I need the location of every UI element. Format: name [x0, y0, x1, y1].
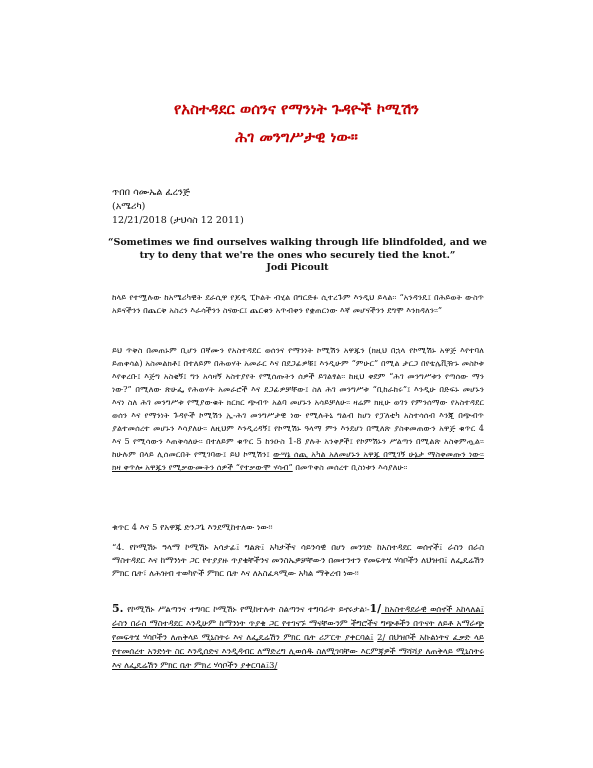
document-subtitle: ሕገ መንግሥታዊ ነው። — [235, 128, 358, 146]
article-5-item-2: 2/ በህዝቦች አኩልነትና ፈቃድ ላይ የተመሰረተ አንድነት ስር እንዲሰድና እንዲዳብር ለማድረግ ሊወሰዱ ስለሚገባቸው እርምጃዎች ማሻሻያ ለጠቅላይ ሚኒስትሩ እና ለፌዴሬሽን ምክር ቤት ምክረ ሃሳቦችን ያቀርባል፤ — [112, 632, 484, 670]
byline — [112, 186, 244, 228]
article-5 — [112, 602, 484, 672]
article-5-item-1: ከአስተዳደራዊ ወሰኖች አከላለል፤ ራስን በራስ ማስተዳደር እንዲሁም ከማንነት ጥያቄ ጋር የተገናኙ ማናቸውንም ችግሮችና ግጭቶችን በጥናት ለይቶ አማራጭ የመፍትሄ ሃሳቦችን ለጠቅላይ ሚኒስትሩ እና ለፌዴሬሽን ምክር ቤት ሪፖርት ያቀርባል፤ — [112, 604, 484, 642]
epigraph — [100, 237, 495, 275]
author-location: (አሜሪካ) — [112, 201, 146, 212]
article-5-number: 5. — [112, 602, 124, 615]
article-5-intro: የኮሚሽኑ ሥልጣንና ተግባር ኮሚሽኑ የሚከተሉት ስልጣንና ተግባራት ይኖሩታል፡- — [123, 604, 370, 614]
paragraph-2-end: በመጥቀስ መሰረተ ቢስነቱን እሳያለሁ፡፡ — [292, 462, 408, 472]
paragraph-2 — [112, 344, 484, 474]
article-5-item-1-number: 1/ — [369, 602, 382, 615]
section-heading: ቁጥር 4 እና 5 የአዋጁ ድንጋጌ እንደሚከተለው ነው፡፡ — [112, 523, 273, 533]
paragraph-1: ከላይ የተሟሉው ከአሜሪካዊት ደራሲዋ የጆዲ ፒኮልት ብሂል በግርድፉ ሲተረጉም እንዲህ ይላል፡፡ “አንዳንዴ፤ በሕይወት ውስጥ አይናችንን በጨርቅ አስረን እራሳችንን ስናውር፤ ጨርቁን አጥብቀን የቋጠርነው እኛ መሆናችንን ደግሞ እንክዳለን፡፡” — [112, 292, 484, 315]
publish-date: 12/21/2018 (ታህሳስ 12 2011) — [112, 215, 244, 226]
document-title: የአስተዳደር ወሰንና የማንነት ጉዳዮች ኮሚሽን — [173, 100, 420, 118]
article-5-item-3: 3/ — [269, 660, 278, 670]
paragraph-2-main: ይህ ጥቅስ በመጠኑም ቢሆን በኛሙን የአስተዳደር ወሰንና የማንነት ኮሚሽን አዋጁን (ክዚህ በኋላ የኮሚሽኑ አዋጅ እየተባለ ይጠቀሳል) አስመልክቶ፤ በተለይም በሕወሃት አመራር እና በደጋፊዎቹ፤ እንዲሁም “ምሁር” በሚል ታርጋ በየቴሌቪዥኑ መስኮቱ እየቀረቡ፤ እጅግ አስቂኝ፤ ግን አሳዛኝ አስተያየት የሚሰጡትን ሰዎች ይገልፃል፡፡ ከዚህ ቀደም “ሕገ መንግሥቱን የጣሰው ማን ነው?” በሚለው ጽሁፌ የሕወሃት አመራሮች እና ደጋፊዎቻቸው፤ ስለ ሕገ መንግሥቱ “ቢከራከሩ”፤ እንዲሁ በድፍኑ መሆኑን እናነ ስለ ሕገ መንግሥቱ የሚያውቁት ክርክር ጭብጥ አልባ መሆኑን አሳይቻለሁ፡፡ ዛሬም ክዚሁ ወገን የምንሰማው የአስተዳደር ወሰን እና የማንነት ጉዳዮች ኮሚሽን ኢ-ሕገ መንግሥታዊ ነው የሚሉትኒ ግልብ ከሆነ የፓለቲካ አስተሳሰብ እንጂ በጭብጥ ያልተመሰረተ መሆኑን እሳያለሁ፡፡ ለዚህም እንዲረዳኝ፤ የኮሚሽኑ ዓላማ ምን እንደሆነ በሚለጽ ያስቀመጠውን አዋጅ ቁጥር 4 እና 5 የሚሳውን እጠቅሳለሁ፡፡ በተለይም ቁጥር 5 ከንዑስ 1-8 ያሉት አንቀፆች፤ የኮምሽኑን ሥልጣን በሚልጽ አስቀምጧል፡፡ ከሁሉም በላይ ሊሰመርበት የሚገባው፤ ይህ ኮሚሽን፤ — [112, 345, 484, 459]
epigraph-author: Jodi Picoult — [266, 262, 329, 273]
epigraph-text: “Sometimes we find ourselves walking through life blindfolded, and we try to deny that we're the ones who securely tied the knot.” — [108, 237, 487, 261]
paragraph-2-underlined: ውሣኔ ሰጪ አካል አለመሆኑን አዋጁ በሚገኝ ሁኔታ ማስቀመጡን ነው፡፡ ክዛ ቀጥሎ አዋጁን የሚቃውሙትን ሰዎች “የተቃውሞ ሃሳብ” — [112, 449, 484, 472]
author-name: ጥበበ ሳሙኤል ፈረንጅ — [112, 187, 190, 198]
article-4: “4. የኮሚሽኑ ዓላማ ኮሚሽኑ አሳታፊ፤ ግልጽ፤ አካታችና ሳይንሳዊ በሆነ መንገድ ከአስተዳደር ወሰኖች፤ ራስን በራስ ማስተዳደር እና ከማንነት ጋር የተያያዙ ጥያቄቸችንና መንስኤዎቻቸውን በመተንተን የመፍትሄ ሃሳቦችን ለህዝብ፤ ለፌዴሬሽን ምክር ቤት፣ ለሕዝብ ተወካዮች ምክር ቤት እና ለአስፈጻሚው አካል ማቅረብ ነው፡፡ — [112, 542, 484, 578]
